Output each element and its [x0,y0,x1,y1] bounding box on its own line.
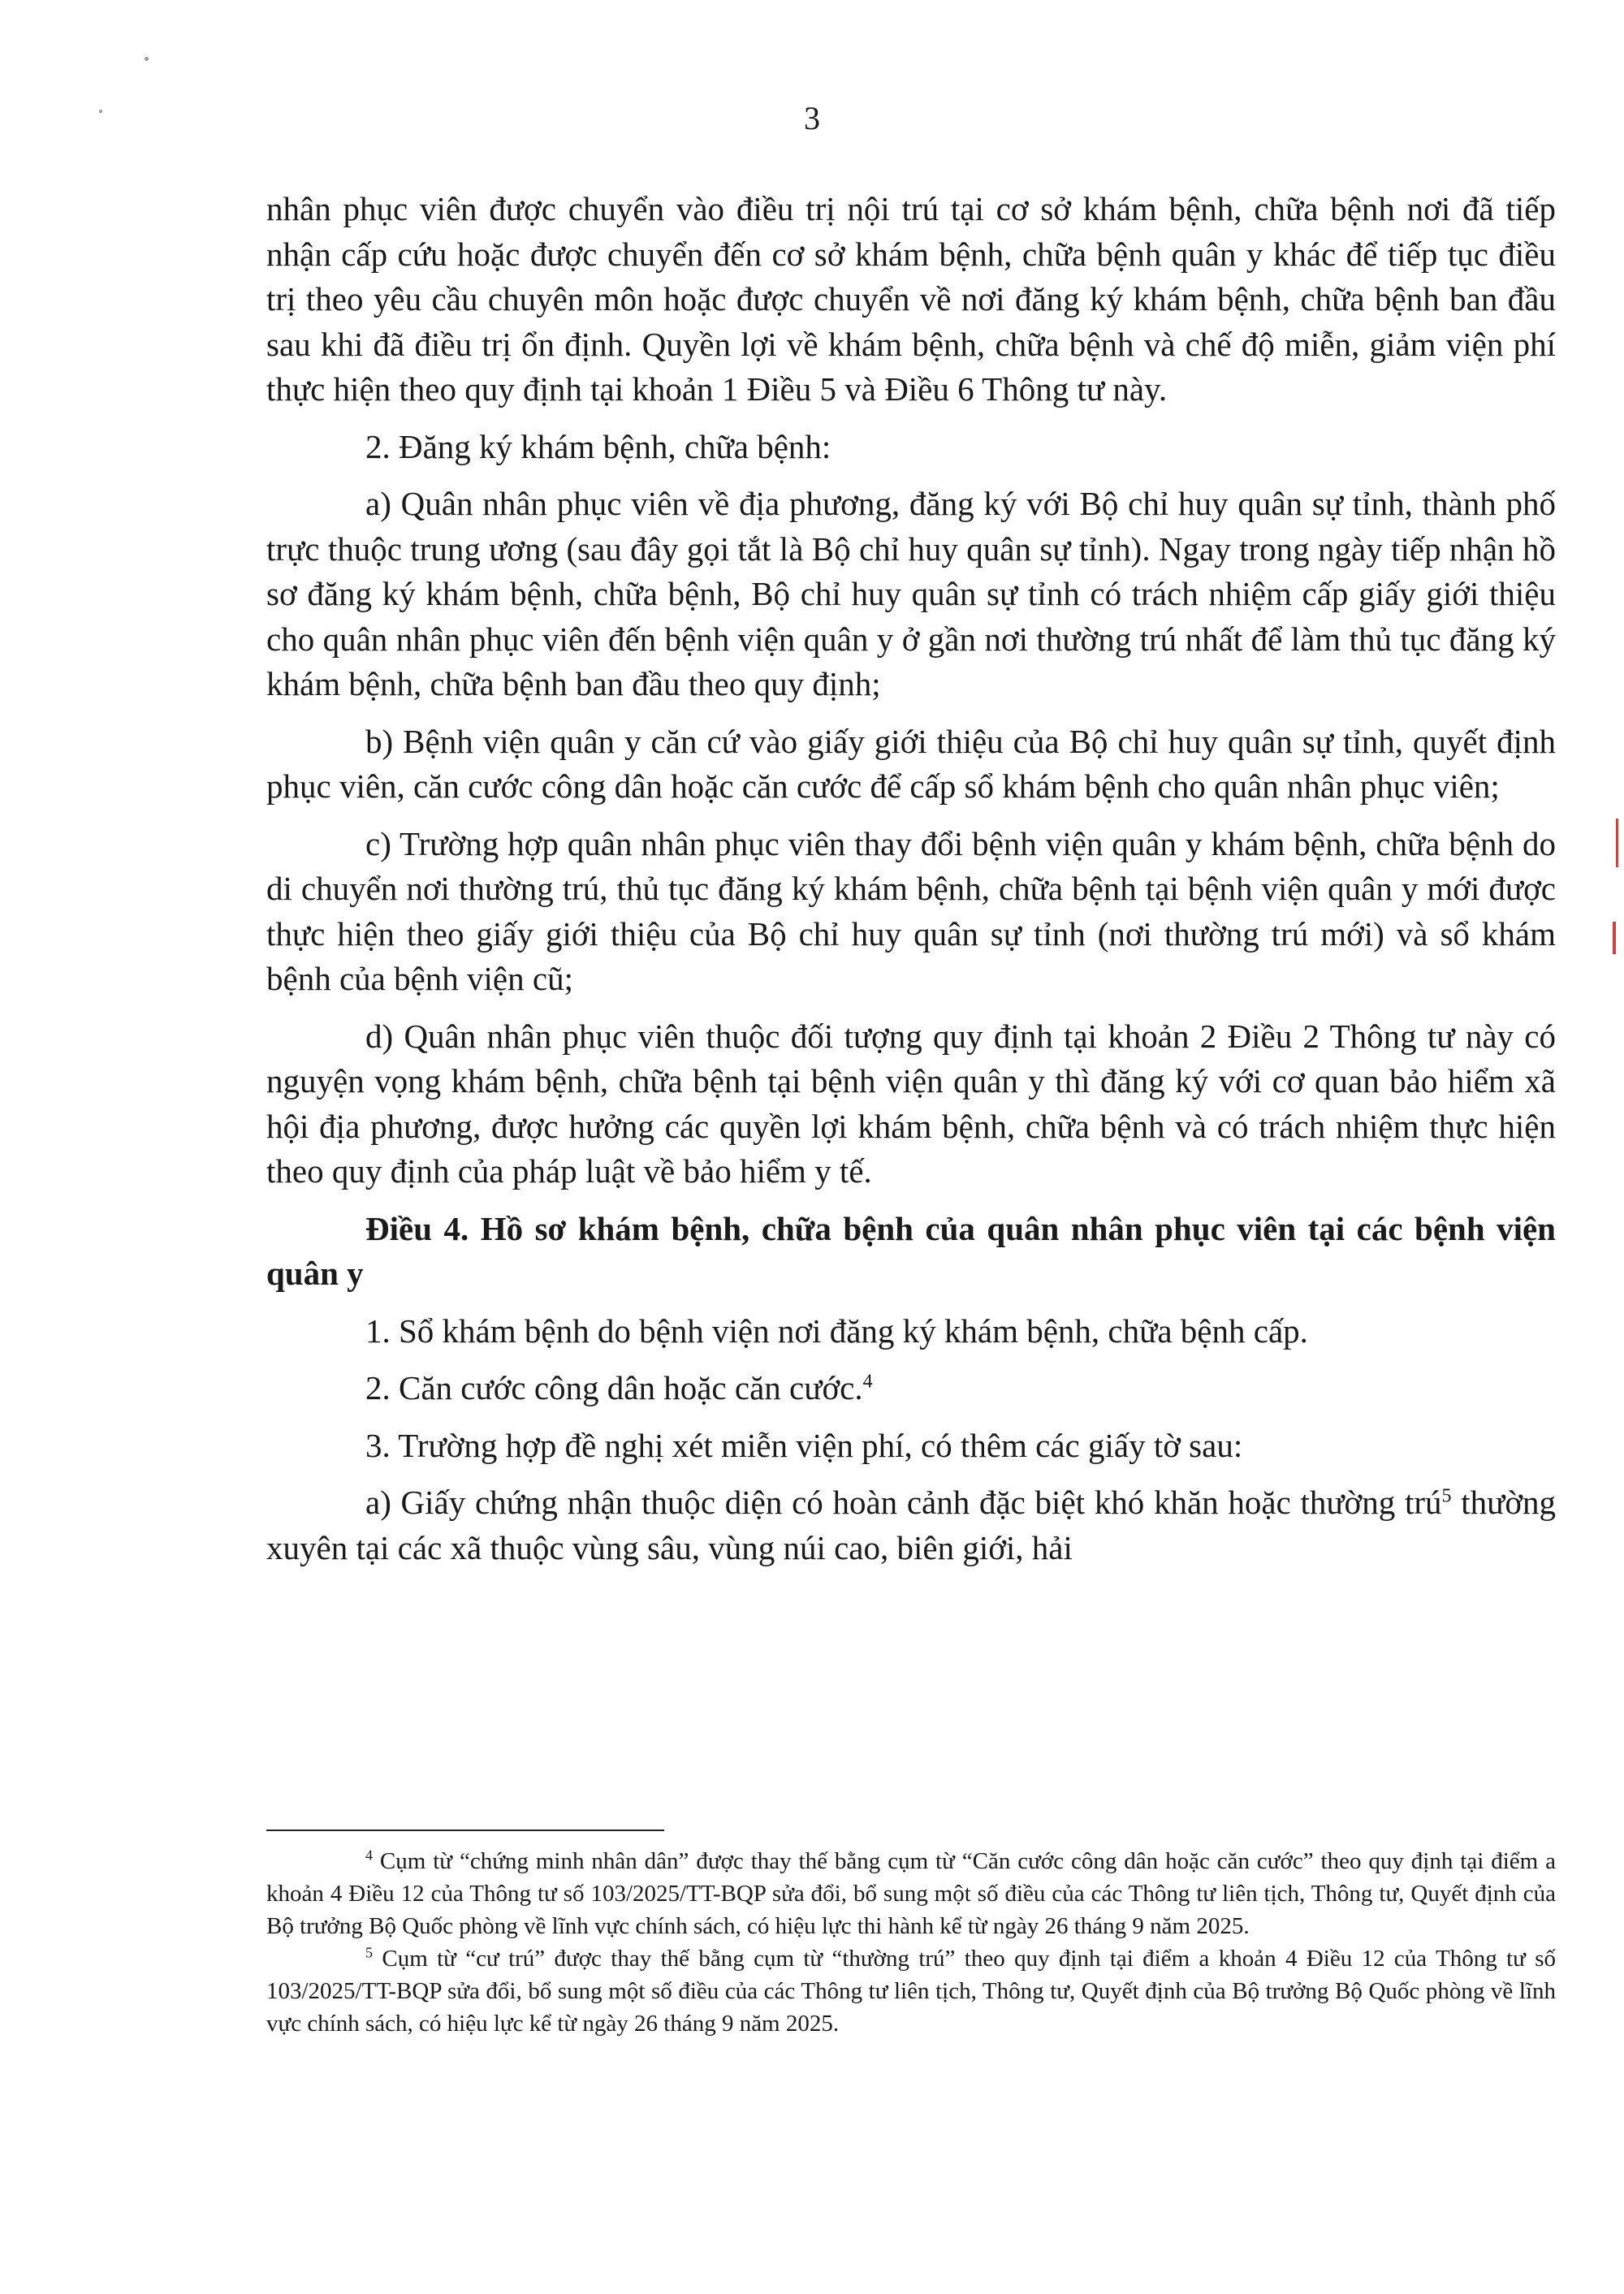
footnote-number: 4 [365,1847,373,1864]
footnote-4 [266,1845,1556,1942]
scan-edge-mark [1616,819,1618,867]
article-item-2 [266,1366,1556,1411]
scan-speck [145,57,149,61]
article-item-3a-end: thường xuyên tại các xã thuộc vùng sâu, vùng núi cao, biên giới, hải [266,1484,1556,1566]
article-item-3: 3. Trường hợp đề nghị xét miễn viện phí, có thêm các giấy tờ sau: [365,1426,1243,1464]
article-item-2-text: 2. Căn cước công dân hoặc căn cước. [365,1369,863,1406]
footnote-ref-4[interactable]: 4 [862,1371,873,1393]
footnotes [266,1845,1556,2040]
point-b: b) Bệnh viện quân y căn cứ vào giấy giới thiệu của Bộ chỉ huy quân sự tỉnh, quyết định phục viên, căn cước công dân hoặc căn cước để cấp sổ khám bệnh cho quân nhân phục viên; [266,722,1556,805]
article-item-3a-start: a) Giấy chứng nhận thuộc diện có hoàn cảnh đặc biệt khó khăn hoặc thường trú [365,1484,1442,1521]
point-a: a) Quân nhân phục viên về địa phương, đăng ký với Bộ chỉ huy quân sự tỉnh, thành phố trực thuộc trung ương (sau đây gọi tắt là Bộ chỉ huy quân sự tỉnh). Ngay trong ngày tiếp nhận hồ sơ đăng ký khám bệnh, chữa bệnh, Bộ chỉ huy quân sự tỉnh có trách nhiệm cấp giấy giới thiệu cho quân nhân phục viên đến bệnh viện quân y ở gần nơi thường trú nhất để làm thủ tục đăng ký khám bệnh, chữa bệnh ban đầu theo quy định; [266,485,1556,702]
clause-2: 2. Đăng ký khám bệnh, chữa bệnh: [365,427,831,465]
document-body [266,187,1556,1583]
footnote-number: 5 [365,1944,373,1961]
footnote-separator [266,1830,664,1831]
footnote-ref-5[interactable]: 5 [1441,1485,1452,1507]
paragraph-continuation: nhân phục viên được chuyển vào điều trị nội trú tại cơ sở khám bệnh, chữa bệnh nơi đã tiếp nhận cấp cứu hoặc được chuyển đến cơ sở khám bệnh, chữa bệnh quân y khác để tiếp tục điều trị theo yêu cầu chuyên môn hoặc được chuyển về nơi đăng ký khám bệnh, chữa bệnh ban đầu sau khi đã điều trị ổn định. Quyền lợi về khám bệnh, chữa bệnh và chế độ miễn, giảm viện phí thực hiện theo quy định tại khoản 1 Điều 5 và Điều 6 Thông tư này. [266,190,1556,408]
point-c: c) Trường hợp quân nhân phục viên thay đổi bệnh viện quân y khám bệnh, chữa bệnh do di chuyển nơi thường trú, thủ tục đăng ký khám bệnh, chữa bệnh tại bệnh viện quân y mới được thực hiện theo giấy giới thiệu của Bộ chỉ huy quân sự tỉnh (nơi thường trú mới) và sổ khám bệnh của bệnh viện cũ; [266,824,1556,997]
footnote-5 [266,1942,1556,2040]
footnote-text: Cụm từ “chứng minh nhân dân” được thay thế bằng cụm từ “Căn cước công dân hoặc căn cước” theo quy định tại điểm a khoản 4 Điều 12 của Thông tư số 103/2025/TT-BQP sửa đổi, bổ sung một số điều của các Thông tư liên tịch, Thông tư, Quyết định của Bộ trưởng Bộ Quốc phòng về lĩnh vực chính sách, có hiệu lực thi hành kể từ ngày 26 tháng 9 năm 2025. [266,1848,1556,1939]
point-d: d) Quân nhân phục viên thuộc đối tượng quy định tại khoản 2 Điều 2 Thông tư này có nguyện vọng khám bệnh, chữa bệnh tại bệnh viện quân y thì đăng ký với cơ quan bảo hiểm xã hội địa phương, được hưởng các quyền lợi khám bệnh, chữa bệnh và có trách nhiệm thực hiện theo quy định của pháp luật về bảo hiểm y tế. [266,1017,1556,1190]
article-heading: Điều 4. Hồ sơ khám bệnh, chữa bệnh của quân nhân phục viên tại các bệnh viện quân y [266,1209,1556,1292]
article-item-3a [266,1480,1556,1570]
article-item-1: 1. Sổ khám bệnh do bệnh viện nơi đăng ký khám bệnh, chữa bệnh cấp. [365,1311,1308,1350]
footnote-text: Cụm từ “cư trú” được thay thế bằng cụm từ “thường trú” theo quy định tại điểm a khoản 4 Điều 12 của Thông tư số 103/2025/TT-BQP sửa đổi, bổ sung một số điều của các Thông tư liên tịch, Thông tư, Quyết định của Bộ trưởng Bộ Quốc phòng về lĩnh vực chính sách, có hiệu lực kể từ ngày 26 tháng 9 năm 2025. [266,1946,1556,2037]
page-number: 3 [804,100,820,136]
scan-edge-mark [1613,922,1616,954]
